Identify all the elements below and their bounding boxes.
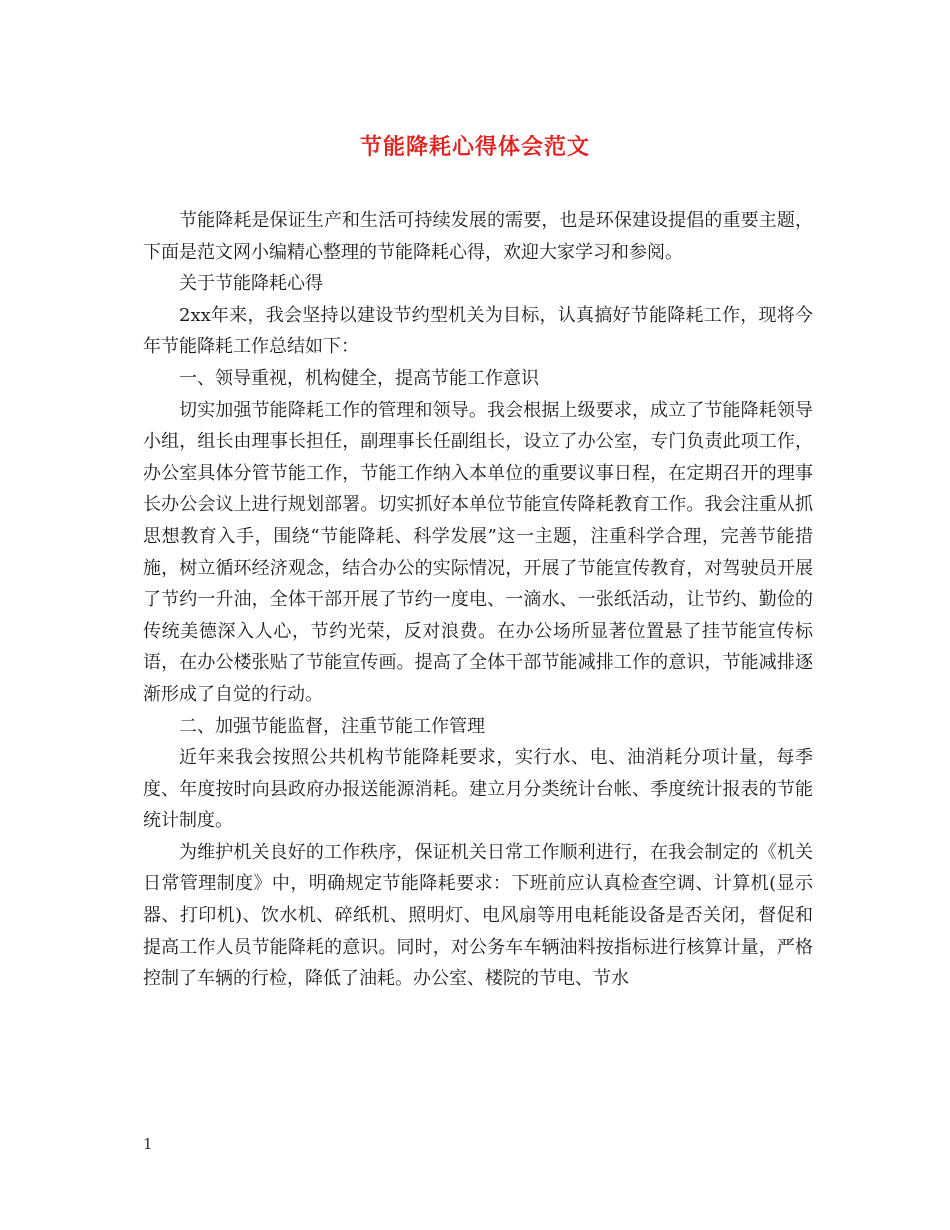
paragraph-section-1: 切实加强节能降耗工作的管理和领导。我会根据上级要求，成立了节能降耗领导小组，组长由理事长担任，副理事长任副组长，设立了办公室，专门负责此项工作，办公室具体分管节能工作，节能工作纳入本单位的重要议事日程，在定期召开的理事长办公会议上进行规划部署。切实抓好本单位节能宣传降耗教育工作。我会注重从抓思想教育入手，围绕“节能降耗、科学发展”这一主题，注重科学合理，完善节能措施，树立循环经济观念，结合办公的实际情况，开展了节能宣传教育，对驾驶员开展了节约一升油，全体干部开展了节约一度电、一滴水、一张纸活动，让节约、勤俭的传统美德深入人心，节约光荣，反对浪费。在办公场所显著位置悬了挂节能宣传标语，在办公楼张贴了节能宣传画。提高了全体干部节能减排工作的意识，节能减排逐渐形成了自觉的行动。 bbox=[143, 399, 813, 705]
section-heading-1: 一、领导重视，机构健全，提高节能工作意识 bbox=[179, 367, 539, 389]
paragraph-heading-about: 关于节能降耗心得 bbox=[179, 273, 323, 295]
paragraph-section-2a: 近年来我会按照公共机构节能降耗要求，实行水、电、油消耗分项计量，每季度、年度按时向县政府办报送能源消耗。建立月分类统计台帐、季度统计报表的节能统计制度。 bbox=[143, 747, 813, 832]
paragraph-intro: 节能降耗是保证生产和生活可持续发展的需要，也是环保建设提倡的重要主题，下面是范文网小编精心整理的节能降耗心得，欢迎大家学习和参阅。 bbox=[143, 210, 813, 263]
page-number: 1 bbox=[143, 1135, 153, 1153]
paragraph-summary: 2xx年来，我会坚持以建设节约型机关为目标，认真搞好节能降耗工作，现将今年节能降耗工作总结如下： bbox=[143, 304, 813, 358]
section-heading-2: 二、加强节能监督，注重节能工作管理 bbox=[179, 715, 485, 737]
document-title: 节能降耗心得体会范文 bbox=[359, 134, 590, 160]
document-body bbox=[143, 205, 813, 995]
paragraph-section-2b: 为维护机关良好的工作秩序，保证机关日常工作顺利进行，在我会制定的《机关日常管理制度》中，明确规定节能降耗要求：下班前应认真检查空调、计算机(显示器、打印机)、饮水机、碎纸机、照明灯、电风扇等用电耗能设备是否关闭，督促和提高工作人员节能降耗的意识。同时，对公务车车辆油料按指标进行核算计量，严格控制了车辆的行检，降低了油耗。办公室、楼院的节电、节水 bbox=[143, 841, 813, 990]
